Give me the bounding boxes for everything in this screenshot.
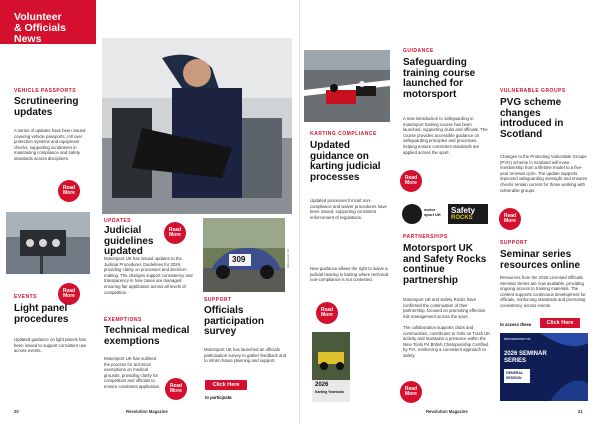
- karting-yearbook-cover: [312, 332, 350, 402]
- body-survey: Motorsport UK has launched an officials participation survey to gather feedback and to inform future planning and support.: [204, 347, 287, 364]
- right-page: [300, 0, 600, 424]
- body-karting-2: New guidance allows the right to waive a judicial hearing in karting where technical non-compliance is not contested.: [310, 266, 389, 283]
- tag-partnerships: PARTNERSHIPS: [403, 234, 448, 240]
- yearbook-cover-art: [312, 332, 350, 380]
- survey-click-here-button[interactable]: Click Here: [205, 380, 247, 390]
- seminar-access-note: to access these: [500, 322, 532, 327]
- seminar-click-here-button[interactable]: Click Here: [540, 318, 580, 328]
- body-partnerships-1: Motorsport UK and Safety Rocks have confirmed the continuation of their partnership, focused on promoting effective risk management across the sport.: [403, 297, 486, 319]
- tag-vehicle-passports: VEHICLE PASSPORTS: [14, 88, 77, 94]
- heading-survey: Officials participation survey: [204, 305, 265, 337]
- footer-page-number-right: 21: [578, 409, 583, 414]
- motorsport-uk-badge: [402, 204, 422, 224]
- tag-guidance: GUIDANCE: [403, 48, 434, 54]
- heading-judicial-guidelines: Judicial guidelines updated: [104, 225, 154, 257]
- scrutineer-photo: [102, 38, 292, 214]
- safety-rocks-mark: [448, 204, 488, 224]
- seminar-graphic-badge: [504, 369, 530, 383]
- heading-light-panel: Light panel procedures: [14, 303, 69, 325]
- tag-support-left: SUPPORT: [204, 297, 232, 303]
- body-medical-exemptions: Motorsport UK has outlined the process for technical exemptions on medical grounds, providing clarity for competitors and officials to ensure consistent application.: [104, 356, 161, 389]
- race-car-photo: [203, 218, 285, 292]
- body-karting-1: Updated processes for kart non-compliance and waiver procedures have been issued, supporting consistent enforcement of regulations.: [310, 198, 387, 220]
- tag-exemptions: EXEMPTIONS: [104, 317, 142, 323]
- heading-pvg: PVG scheme changes introduced in Scotland: [500, 97, 564, 140]
- read-more-partnerships[interactable]: Read More: [400, 381, 422, 403]
- tag-updates: UPDATES: [104, 218, 132, 224]
- footer-page-number-left: 20: [14, 409, 19, 414]
- scrutineer-photo-art: [102, 38, 292, 214]
- karting-photo-art: [304, 50, 390, 122]
- read-more-scrutineering[interactable]: Read More: [58, 180, 80, 202]
- seminar-graphic-brand: MOTORSPORT UK: [504, 337, 531, 341]
- heading-safeguarding: Safeguarding training course launched for motorsport: [403, 57, 476, 100]
- yearbook-year: 2026: [315, 382, 329, 388]
- body-seminar-series: Resources from the 2026 Licensed Officials Seminar Series are now available, providing ongoing access to training materials. The content supports continuous development for officials, reinforcing standards and promoting consistency across events.: [500, 275, 586, 308]
- light-panel-photo: [6, 212, 90, 274]
- section-title: Volunteer & Officials News: [14, 11, 66, 45]
- car-number: 309: [232, 255, 246, 264]
- seminar-graphic-waves: [500, 333, 588, 401]
- read-more-exemptions[interactable]: Read More: [165, 378, 187, 400]
- karting-photo: [304, 50, 390, 122]
- heading-safety-rocks: Motorsport UK and Safety Rocks continue partnership: [403, 243, 487, 286]
- tag-karting-compliance: KARTING COMPLIANCE: [310, 131, 377, 137]
- section-banner: [0, 0, 96, 44]
- logo-safety: Safety: [451, 206, 476, 215]
- seminar-graphic-sub2: SESSION: [506, 376, 522, 380]
- light-panel-photo-art: [6, 212, 90, 274]
- logo-motorsport-text: motor sport UK: [424, 207, 441, 217]
- seminar-graphic-sub1: GENERAL: [506, 371, 524, 375]
- read-more-safeguarding[interactable]: Read More: [400, 170, 422, 192]
- safety-rocks-logo: [402, 202, 488, 226]
- body-safeguarding: A new introduction to safeguarding in motorsport training course has been launched, supporting clubs and officials. The course provides accessible guidance on safeguarding principles and processes, helping ensure consistent standards are applied across the sport.: [403, 116, 488, 155]
- read-more-karting[interactable]: Read More: [316, 302, 338, 324]
- heading-scrutineering: Scrutineering updates: [14, 96, 79, 118]
- read-more-judicial[interactable]: Read More: [164, 222, 186, 244]
- logo-rocks: ROCKS: [451, 215, 473, 221]
- seminar-series-graphic: [500, 333, 588, 401]
- survey-note: to participate.: [205, 395, 233, 400]
- heading-medical-exemptions: Technical medical exemptions: [104, 325, 190, 347]
- photo-credit: Motorsport UK: [286, 248, 290, 268]
- tag-events: EVENTS: [14, 294, 38, 300]
- footer-publication-left: Revolution Magazine: [126, 409, 168, 414]
- body-pvg: Changes to the Protecting Vulnerable Groups (PVG) scheme in Scotland will move membership from a lifetime model to a five-year renewal cycle. The update supports improved safeguarding oversight and ensures checks remain current for those working with vulnerable groups.: [500, 154, 588, 193]
- heading-seminar-series: Seminar series resources online: [500, 249, 581, 271]
- heading-karting-guidance: Updated guidance on karting judicial processes: [310, 140, 381, 183]
- seminar-graphic-title: 2026 SEMINAR SERIES: [504, 351, 547, 364]
- yearbook-label: Karting Yearbook: [315, 390, 344, 394]
- body-scrutineering: A series of updates have been issued covering vehicle passports, roll over protection systems and equipment checks, supporting scrutineers in maintaining compliance and safety standards across disciplines.: [14, 128, 86, 161]
- tag-support-right: SUPPORT: [500, 240, 528, 246]
- body-partnerships-2: The collaboration supports clubs and communities, contributes to Girls on Track UK activity and maintains a presence within the Nine Tools P4 British Championship Certified by FIA, reinforcing a consistent approach to safety.: [403, 325, 491, 358]
- footer-publication-right: Revolution Magazine: [426, 409, 468, 414]
- body-light-panel: Updated guidance on light panels has been issued to support consistent use across events.: [14, 337, 87, 354]
- read-more-pvg[interactable]: Read More: [499, 208, 521, 230]
- body-judicial-guidelines: Motorsport UK has issued updates to the Judicial Procedures Guidelines for 2026, providing clarity on processes and decision-making. The changes support consistency and transparency in how cases are managed ensuring fair application across all levels of competition.: [104, 256, 193, 295]
- tag-vulnerable-groups: VULNERABLE GROUPS: [500, 88, 566, 94]
- read-more-light-panel[interactable]: Read More: [58, 283, 80, 305]
